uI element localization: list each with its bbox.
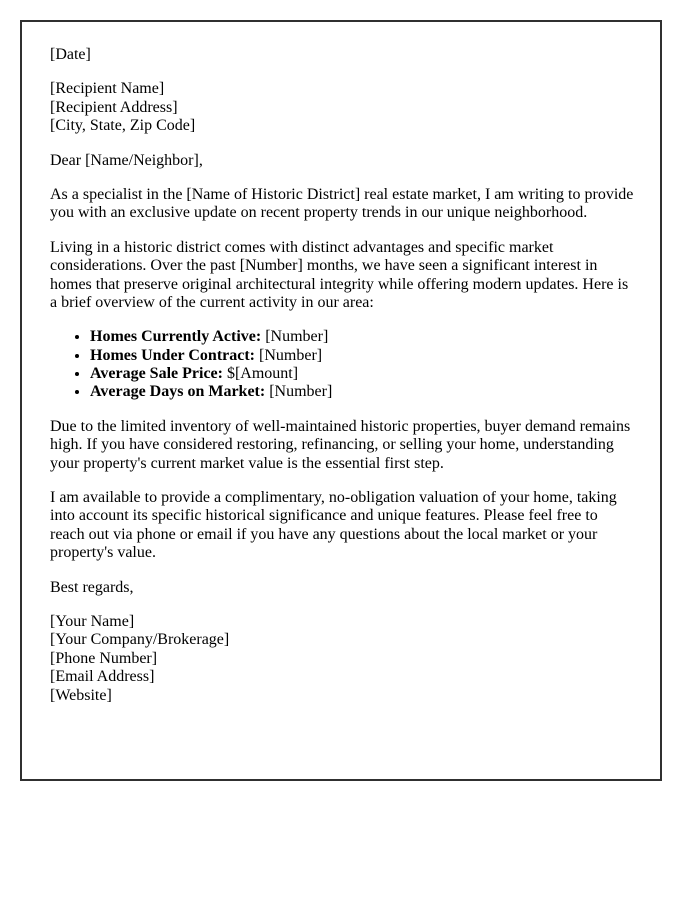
- stat-homes-active: [90, 328, 634, 346]
- market-stats-list: [50, 328, 634, 402]
- stat-homes-under-contract: [90, 347, 634, 365]
- recipient-address: [Recipient Address]: [50, 98, 178, 116]
- signature-phone: [Phone Number]: [50, 649, 158, 667]
- salutation: Dear [Name/Neighbor],: [50, 151, 203, 169]
- paragraph-overview: Living in a historic district comes with distinct advantages and specific market considerations. Over the past [Number] months, we have seen a significant interest in homes that preserve original architectural integrity while offering modern updates. Here is a brief overview of the current activity in our area:: [50, 238, 629, 311]
- stat-value: [Number]: [265, 383, 333, 401]
- paragraph-intro: As a specialist in the [Name of Historic District] real estate market, I am writing to provide you with an exclusive update on recent property trends in our unique neighborhood.: [50, 185, 634, 222]
- paragraph-offer: I am available to provide a complimentary, no-obligation valuation of your home, taking into account its specific historical significance and unique features. Please feel free to reach out via phone or email if you have any questions about the local market or your property's value.: [50, 489, 617, 562]
- date-line: [Date]: [50, 46, 91, 63]
- signature-block: [50, 613, 634, 705]
- stat-average-sale-price: [90, 365, 634, 383]
- stat-average-days-on-market: [90, 383, 634, 401]
- stat-label: Homes Under Contract:: [90, 346, 256, 364]
- signature-website: [Website]: [50, 686, 112, 704]
- signature-name: [Your Name]: [50, 612, 135, 630]
- recipient-city-state-zip: [City, State, Zip Code]: [50, 117, 196, 135]
- recipient-block: [50, 80, 634, 135]
- paragraph-demand: Due to the limited inventory of well-maintained historic properties, buyer demand remains high. If you have considered restoring, refinancing, or selling your home, understanding your property's current market value is the essential first step.: [50, 417, 631, 472]
- signature-email: [Email Address]: [50, 668, 155, 686]
- closing: Best regards,: [50, 578, 134, 596]
- recipient-name: [Recipient Name]: [50, 80, 165, 98]
- stat-value: [Number]: [255, 346, 323, 364]
- stat-value: [Number]: [261, 328, 329, 346]
- letter-page: [20, 20, 662, 781]
- stat-value: $[Amount]: [222, 365, 299, 383]
- stat-label: Average Days on Market:: [90, 383, 266, 401]
- stat-label: Average Sale Price:: [90, 365, 223, 383]
- signature-company: [Your Company/Brokerage]: [50, 631, 230, 649]
- stat-label: Homes Currently Active:: [90, 328, 262, 346]
